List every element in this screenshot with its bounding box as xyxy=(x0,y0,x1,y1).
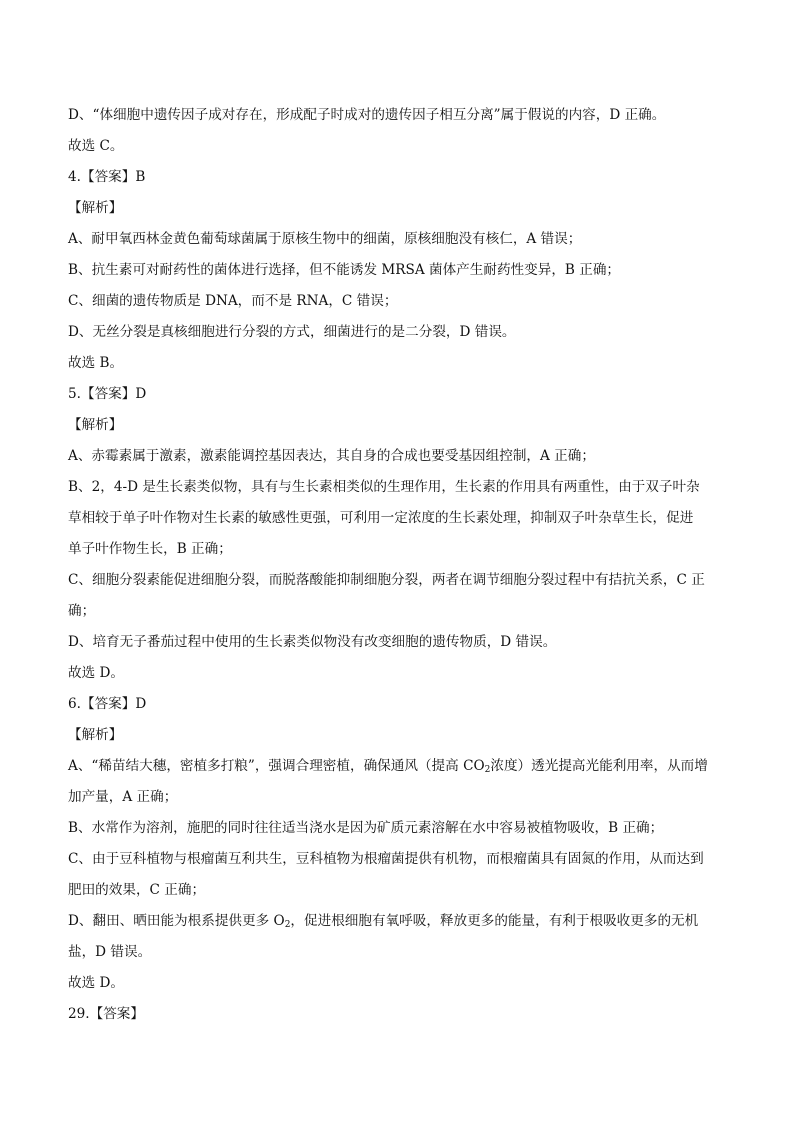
explanation-heading: 【解析】 xyxy=(68,727,123,743)
text-line: C、由于豆科植物与根瘤菌互利共生，豆科植物为根瘤菌提供有机物，而根瘤菌具有固氮的作用，从而达到 xyxy=(68,851,704,867)
text-line: A、耐甲氧西林金黄色葡萄球菌属于原核生物中的细菌，原核细胞没有核仁，A 错误； xyxy=(68,231,582,247)
answer-heading-q6: 6.【答案】D xyxy=(68,696,147,712)
explanation-heading: 【解析】 xyxy=(68,417,123,433)
text-line: 肥田的效果，C 正确； xyxy=(68,882,206,898)
text-line: 盐，D 错误。 xyxy=(68,944,152,960)
text-line: 单子叶作物生长，B 正确； xyxy=(68,541,232,557)
text-line: C、细胞分裂素能促进细胞分裂，而脱落酸能抑制细胞分裂，两者在调节细胞分裂过程中有拮抗关系，C 正 xyxy=(68,572,705,588)
text-segment: D、翻田、晒田能为根系提供更多 O xyxy=(68,913,285,929)
text-line: D、无丝分裂是真核细胞进行分裂的方式，细菌进行的是二分裂，D 错误。 xyxy=(68,324,516,340)
answer-explanation-content xyxy=(68,100,726,1030)
text-line: C、细菌的遗传物质是 DNA，而不是 RNA，C 错误； xyxy=(68,293,398,309)
text-line-with-subscript xyxy=(68,751,726,782)
text-segment: 浓度）透光提高光能利用率，从而增 xyxy=(490,758,708,774)
text-line: 草相较于单子叶作物对生长素的敏感性更强，可利用一定浓度的生长素处理，抑制双子叶杂草生长，促进 xyxy=(68,510,694,526)
answer-heading-q29: 29.【答案】 xyxy=(68,1006,144,1022)
subscript: 2 xyxy=(484,765,491,775)
text-line: 加产量，A 正确； xyxy=(68,789,178,805)
text-segment: ，促进根细胞有氧呼吸，释放更多的能量，有利于根吸收更多的无机 xyxy=(290,913,699,929)
answer-heading-q5: 5.【答案】D xyxy=(68,386,147,402)
text-segment: A、“稀苗结大穗，密植多打粮”，强调合理密植，确保通风（提高 CO xyxy=(68,758,485,774)
text-line: 故选 C。 xyxy=(68,138,124,154)
text-line: D、培育无子番茄过程中使用的生长素类似物没有改变细胞的遗传物质，D 错误。 xyxy=(68,634,557,650)
text-line: 确； xyxy=(68,603,96,619)
text-line: A、赤霉素属于激素，激素能调控基因表达，其自身的合成也要受基因组控制，A 正确； xyxy=(68,448,595,464)
text-line: B、水常作为溶剂，施肥的同时往往适当浇水是因为矿质元素溶解在水中容易被植物吸收，B 正确； xyxy=(68,820,664,836)
subscript: 2 xyxy=(284,920,291,930)
text-line: B、抗生素可对耐药性的菌体进行选择，但不能诱发 MRSA 菌体产生耐药性变异，B 正确； xyxy=(68,262,621,278)
answer-heading-q4: 4.【答案】B xyxy=(68,169,146,185)
text-line-with-subscript xyxy=(68,906,726,937)
text-line: 故选 D。 xyxy=(68,975,125,991)
text-line: 故选 B。 xyxy=(68,355,124,371)
text-line: 故选 D。 xyxy=(68,665,125,681)
text-line: D、“体细胞中遗传因子成对存在，形成配子时成对的遗传因子相互分离”属于假说的内容，D 正确。 xyxy=(68,107,666,123)
text-line: B、2，4-D 是生长素类似物，具有与生长素相类似的生理作用，生长素的作用具有两重性，由于双子叶杂 xyxy=(68,479,700,495)
explanation-heading: 【解析】 xyxy=(68,200,123,216)
